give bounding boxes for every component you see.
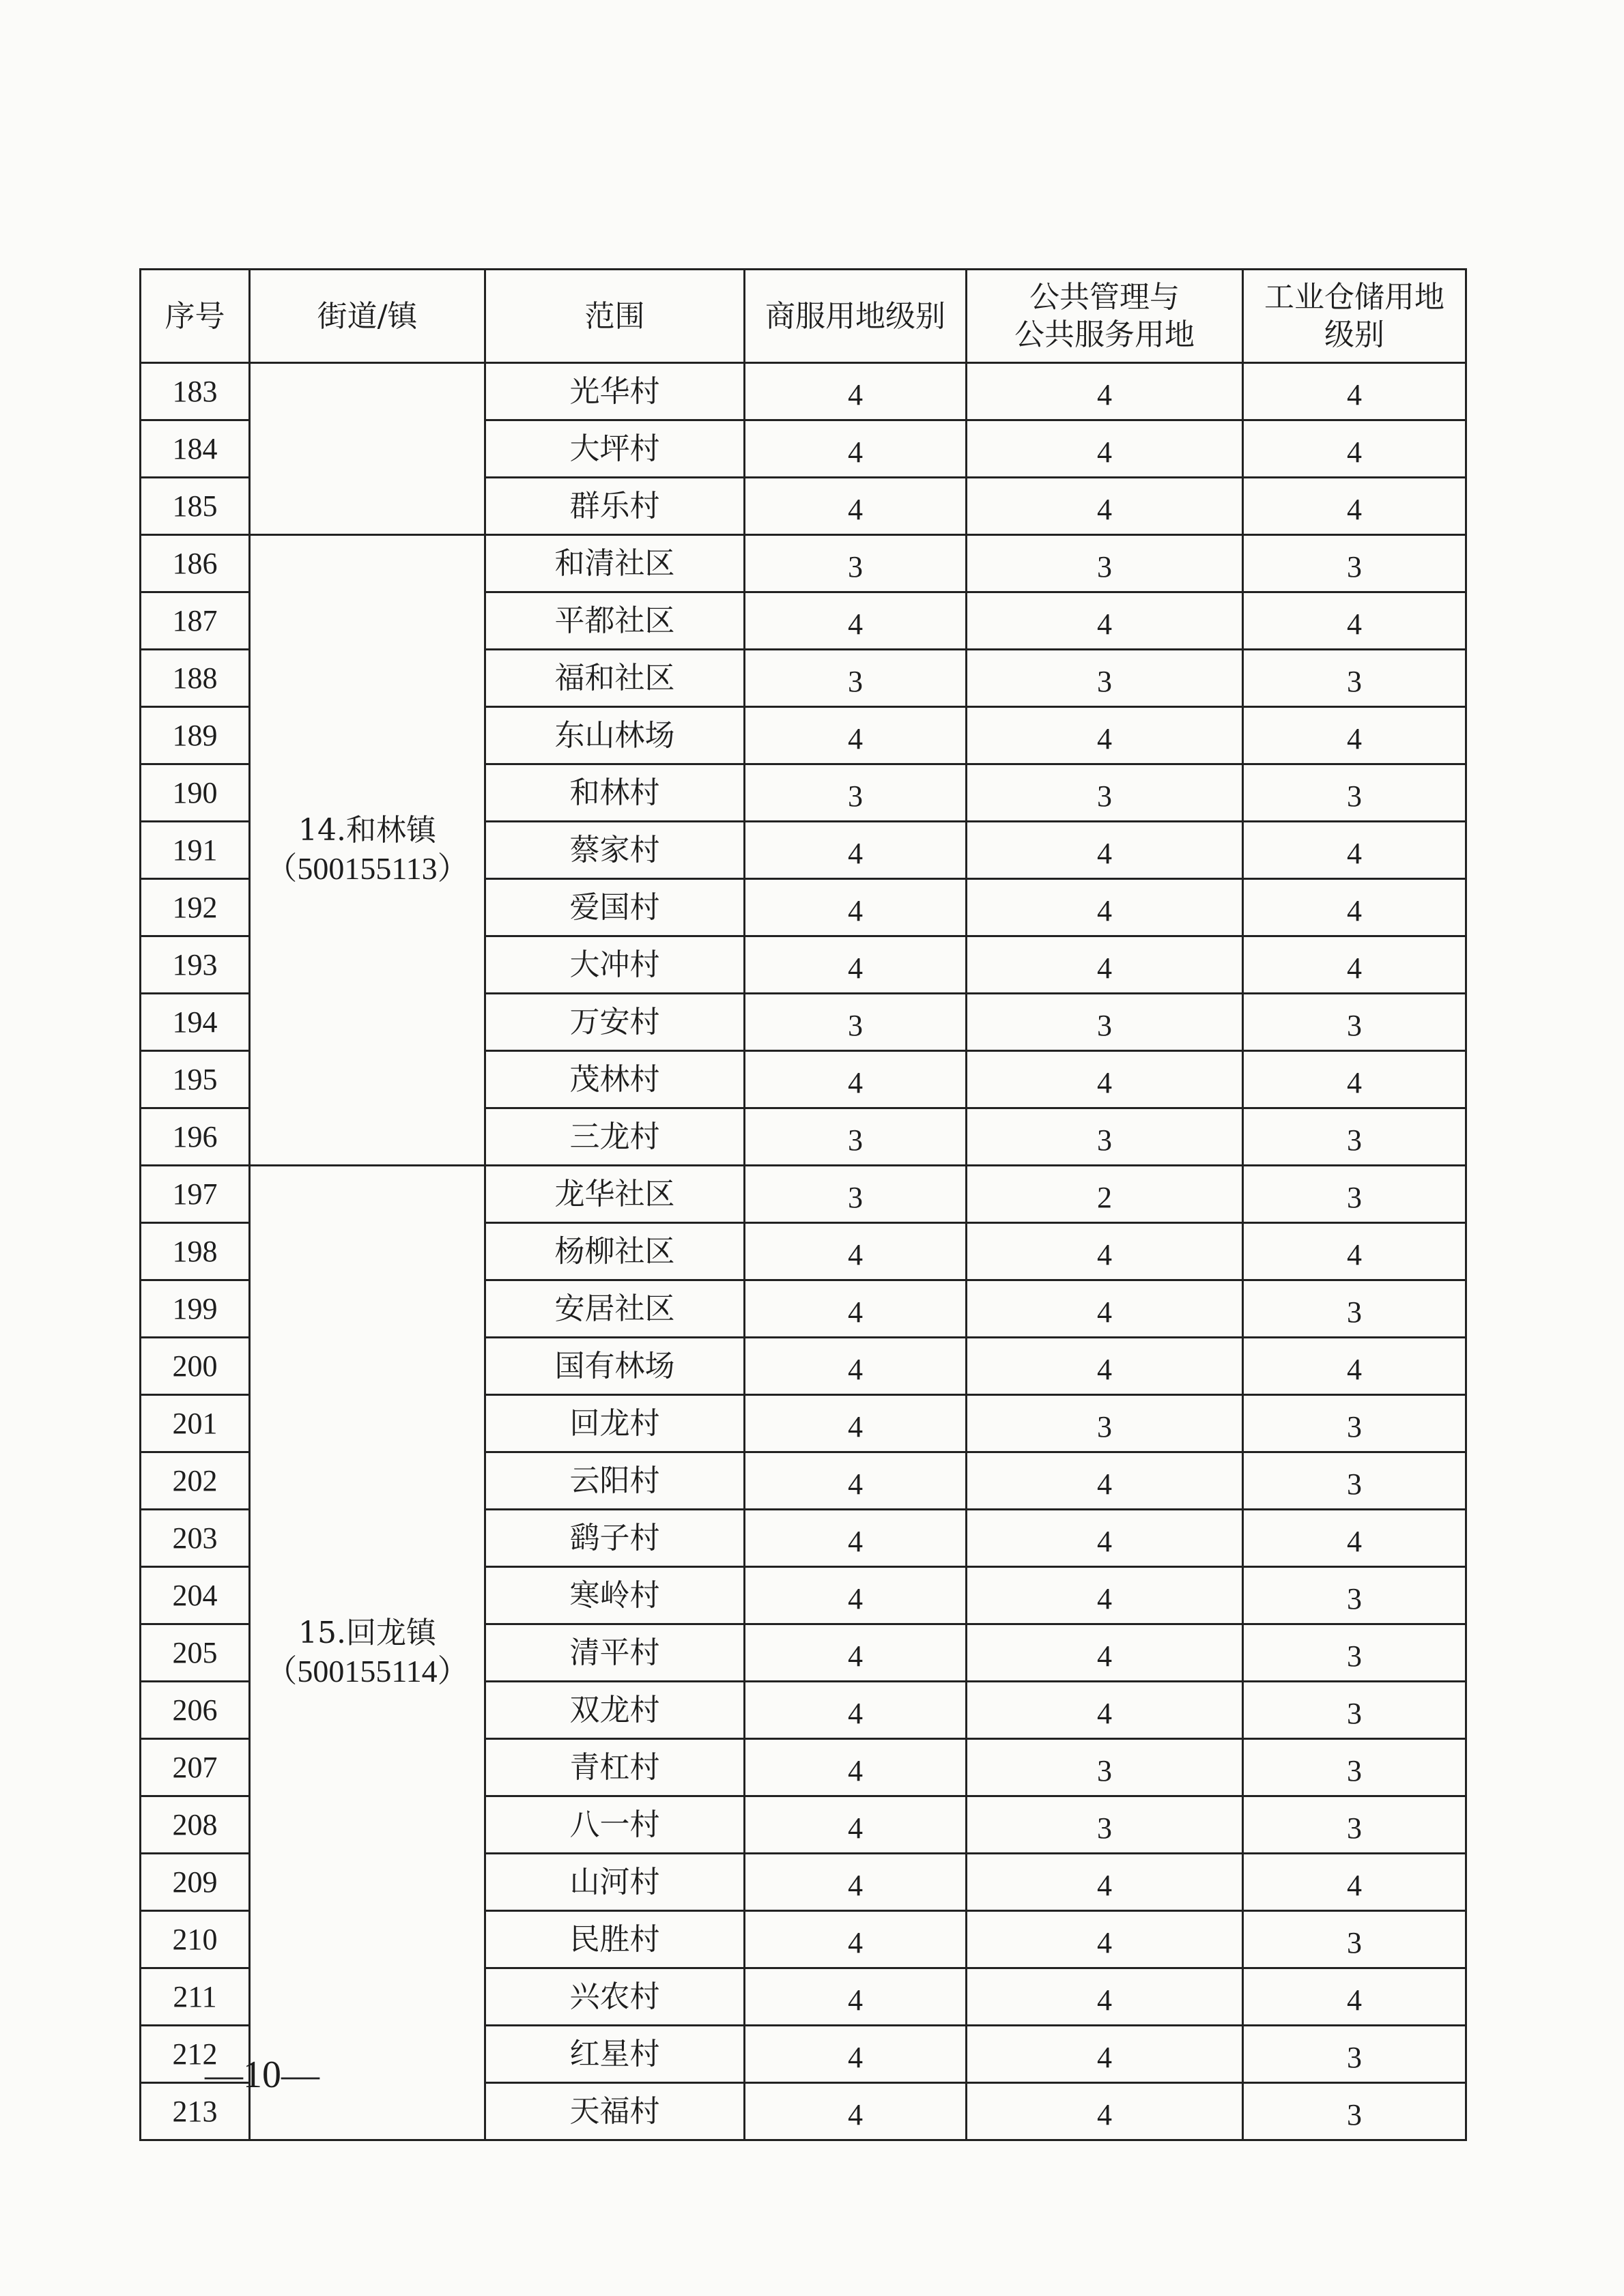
cell-seq: 184 [141, 420, 250, 478]
cell-public-service-level: 3 [967, 764, 1243, 822]
header-public-line2: 公共服务用地 [1014, 317, 1195, 352]
cell-seq: 208 [141, 1796, 250, 1854]
cell-public-service-level: 4 [967, 822, 1243, 879]
table-row [141, 363, 1466, 420]
cell-commercial-level: 3 [745, 764, 967, 822]
cell-public-service-level: 4 [967, 2026, 1243, 2083]
cell-seq: 197 [141, 1166, 250, 1223]
cell-industrial-level: 4 [1243, 1510, 1466, 1567]
cell-commercial-level: 4 [745, 478, 967, 535]
cell-industrial-level: 3 [1243, 1166, 1466, 1223]
cell-industrial-level: 3 [1243, 650, 1466, 707]
cell-scope: 大冲村 [485, 936, 745, 994]
cell-scope: 国有林场 [485, 1338, 745, 1395]
cell-public-service-level: 3 [967, 1108, 1243, 1166]
cell-public-service-level: 4 [967, 1968, 1243, 2026]
table-row [141, 535, 1466, 592]
cell-industrial-level: 3 [1243, 1911, 1466, 1968]
cell-seq: 206 [141, 1682, 250, 1739]
cell-scope: 爱国村 [485, 879, 745, 936]
cell-commercial-level: 4 [745, 1911, 967, 1968]
cell-seq: 211 [141, 1968, 250, 2026]
header-public-service-level [967, 270, 1243, 363]
cell-commercial-level: 4 [745, 363, 967, 420]
cell-commercial-level: 3 [745, 535, 967, 592]
cell-commercial-level: 3 [745, 1108, 967, 1166]
cell-scope: 龙华社区 [485, 1166, 745, 1223]
cell-scope: 八一村 [485, 1796, 745, 1854]
cell-town [250, 363, 485, 535]
table-row [141, 1166, 1466, 1223]
cell-industrial-level: 3 [1243, 1280, 1466, 1338]
cell-industrial-level: 4 [1243, 1051, 1466, 1108]
cell-public-service-level: 4 [967, 592, 1243, 650]
cell-seq: 194 [141, 994, 250, 1051]
cell-industrial-level: 4 [1243, 822, 1466, 879]
cell-industrial-level: 3 [1243, 764, 1466, 822]
cell-public-service-level: 3 [967, 1395, 1243, 1452]
cell-seq: 185 [141, 478, 250, 535]
cell-scope: 和林村 [485, 764, 745, 822]
cell-public-service-level: 4 [967, 1567, 1243, 1624]
cell-commercial-level: 4 [745, 1624, 967, 1682]
cell-scope: 民胜村 [485, 1911, 745, 1968]
cell-scope: 双龙村 [485, 1682, 745, 1739]
cell-seq: 205 [141, 1624, 250, 1682]
header-commercial-level: 商服用地级别 [745, 270, 967, 363]
cell-commercial-level: 4 [745, 1395, 967, 1452]
cell-public-service-level: 4 [967, 1624, 1243, 1682]
cell-industrial-level: 4 [1243, 363, 1466, 420]
cell-industrial-level: 3 [1243, 2083, 1466, 2140]
cell-commercial-level: 4 [745, 1682, 967, 1739]
cell-industrial-level: 3 [1243, 535, 1466, 592]
cell-scope: 群乐村 [485, 478, 745, 535]
cell-seq: 210 [141, 1911, 250, 1968]
cell-seq: 203 [141, 1510, 250, 1567]
cell-public-service-level: 4 [967, 1510, 1243, 1567]
cell-seq: 207 [141, 1739, 250, 1796]
town-code: （500155113） [266, 851, 469, 887]
cell-scope: 大坪村 [485, 420, 745, 478]
header-public-line1: 公共管理与 [1029, 280, 1180, 315]
cell-commercial-level: 4 [745, 1338, 967, 1395]
cell-commercial-level: 4 [745, 1452, 967, 1510]
cell-public-service-level: 4 [967, 478, 1243, 535]
cell-scope: 福和社区 [485, 650, 745, 707]
cell-commercial-level: 4 [745, 1280, 967, 1338]
cell-industrial-level: 4 [1243, 879, 1466, 936]
cell-scope: 蔡家村 [485, 822, 745, 879]
cell-commercial-level: 4 [745, 1968, 967, 2026]
cell-scope: 杨柳社区 [485, 1223, 745, 1280]
cell-commercial-level: 4 [745, 2083, 967, 2140]
cell-scope: 万安村 [485, 994, 745, 1051]
cell-scope: 山河村 [485, 1854, 745, 1911]
cell-commercial-level: 4 [745, 1567, 967, 1624]
town-code: （500155114） [266, 1654, 469, 1689]
cell-public-service-level: 4 [967, 1452, 1243, 1510]
cell-public-service-level: 4 [967, 1051, 1243, 1108]
cell-public-service-level: 3 [967, 994, 1243, 1051]
cell-industrial-level: 4 [1243, 592, 1466, 650]
cell-industrial-level: 4 [1243, 1854, 1466, 1911]
cell-public-service-level: 4 [967, 1223, 1243, 1280]
cell-commercial-level: 4 [745, 1739, 967, 1796]
cell-industrial-level: 3 [1243, 1395, 1466, 1452]
cell-seq: 192 [141, 879, 250, 936]
cell-scope: 兴农村 [485, 1968, 745, 2026]
cell-seq: 209 [141, 1854, 250, 1911]
cell-industrial-level: 3 [1243, 2026, 1466, 2083]
cell-seq: 198 [141, 1223, 250, 1280]
cell-public-service-level: 2 [967, 1166, 1243, 1223]
cell-seq: 202 [141, 1452, 250, 1510]
cell-seq: 196 [141, 1108, 250, 1166]
cell-public-service-level: 4 [967, 1911, 1243, 1968]
cell-town [250, 1166, 485, 2140]
header-industrial-line2: 级别 [1324, 317, 1384, 352]
cell-scope: 平都社区 [485, 592, 745, 650]
cell-industrial-level: 3 [1243, 1796, 1466, 1854]
cell-industrial-level: 3 [1243, 1108, 1466, 1166]
cell-public-service-level: 4 [967, 1682, 1243, 1739]
cell-commercial-level: 4 [745, 1510, 967, 1567]
cell-commercial-level: 4 [745, 936, 967, 994]
cell-commercial-level: 4 [745, 1796, 967, 1854]
cell-seq: 199 [141, 1280, 250, 1338]
cell-commercial-level: 4 [745, 1051, 967, 1108]
cell-public-service-level: 4 [967, 936, 1243, 994]
cell-industrial-level: 3 [1243, 1682, 1466, 1739]
cell-seq: 188 [141, 650, 250, 707]
cell-industrial-level: 4 [1243, 1968, 1466, 2026]
cell-scope: 青杠村 [485, 1739, 745, 1796]
cell-industrial-level: 3 [1243, 1452, 1466, 1510]
cell-scope: 清平村 [485, 1624, 745, 1682]
cell-public-service-level: 3 [967, 650, 1243, 707]
cell-public-service-level: 3 [967, 1796, 1243, 1854]
cell-seq: 193 [141, 936, 250, 994]
cell-public-service-level: 4 [967, 1854, 1243, 1911]
cell-seq: 195 [141, 1051, 250, 1108]
cell-public-service-level: 4 [967, 707, 1243, 764]
header-town: 街道/镇 [250, 270, 485, 363]
cell-scope: 三龙村 [485, 1108, 745, 1166]
cell-seq: 204 [141, 1567, 250, 1624]
cell-industrial-level: 4 [1243, 936, 1466, 994]
cell-seq: 183 [141, 363, 250, 420]
cell-public-service-level: 3 [967, 1739, 1243, 1796]
cell-public-service-level: 4 [967, 363, 1243, 420]
cell-seq: 186 [141, 535, 250, 592]
cell-commercial-level: 4 [745, 822, 967, 879]
cell-scope: 和清社区 [485, 535, 745, 592]
cell-scope: 茂林村 [485, 1051, 745, 1108]
header-industrial-level [1243, 270, 1466, 363]
cell-scope: 天福村 [485, 2083, 745, 2140]
header-seq: 序号 [141, 270, 250, 363]
cell-industrial-level: 4 [1243, 707, 1466, 764]
cell-scope: 鹞子村 [485, 1510, 745, 1567]
cell-industrial-level: 3 [1243, 1739, 1466, 1796]
town-name: 15.回龙镇 [298, 1616, 436, 1651]
cell-industrial-level: 3 [1243, 1567, 1466, 1624]
cell-seq: 200 [141, 1338, 250, 1395]
cell-commercial-level: 4 [745, 2026, 967, 2083]
land-level-table [139, 268, 1467, 2141]
cell-public-service-level: 3 [967, 535, 1243, 592]
cell-scope: 东山林场 [485, 707, 745, 764]
cell-seq: 189 [141, 707, 250, 764]
cell-industrial-level: 4 [1243, 478, 1466, 535]
cell-commercial-level: 4 [745, 707, 967, 764]
cell-commercial-level: 4 [745, 879, 967, 936]
cell-industrial-level: 4 [1243, 1338, 1466, 1395]
cell-town [250, 535, 485, 1166]
cell-public-service-level: 4 [967, 420, 1243, 478]
cell-public-service-level: 4 [967, 2083, 1243, 2140]
town-name: 14.和林镇 [298, 813, 436, 848]
cell-seq: 212 [141, 2026, 250, 2083]
cell-seq: 187 [141, 592, 250, 650]
cell-commercial-level: 4 [745, 1854, 967, 1911]
cell-commercial-level: 3 [745, 650, 967, 707]
cell-industrial-level: 3 [1243, 1624, 1466, 1682]
cell-industrial-level: 4 [1243, 420, 1466, 478]
cell-seq: 201 [141, 1395, 250, 1452]
cell-commercial-level: 4 [745, 1223, 967, 1280]
header-scope: 范围 [485, 270, 745, 363]
cell-seq: 190 [141, 764, 250, 822]
cell-commercial-level: 3 [745, 994, 967, 1051]
cell-scope: 寒岭村 [485, 1567, 745, 1624]
header-industrial-line1: 工业仓储用地 [1264, 280, 1444, 315]
cell-commercial-level: 4 [745, 592, 967, 650]
cell-industrial-level: 4 [1243, 1223, 1466, 1280]
cell-commercial-level: 4 [745, 420, 967, 478]
cell-scope: 安居社区 [485, 1280, 745, 1338]
cell-public-service-level: 4 [967, 1338, 1243, 1395]
table-header [141, 270, 1466, 363]
cell-seq: 191 [141, 822, 250, 879]
cell-seq: 213 [141, 2083, 250, 2140]
table-body [141, 363, 1466, 2140]
cell-scope: 回龙村 [485, 1395, 745, 1452]
cell-scope: 红星村 [485, 2026, 745, 2083]
cell-public-service-level: 4 [967, 879, 1243, 936]
page-number: —10— [205, 2054, 319, 2096]
cell-industrial-level: 3 [1243, 994, 1466, 1051]
cell-scope: 云阳村 [485, 1452, 745, 1510]
cell-public-service-level: 4 [967, 1280, 1243, 1338]
cell-scope: 光华村 [485, 363, 745, 420]
cell-commercial-level: 3 [745, 1166, 967, 1223]
